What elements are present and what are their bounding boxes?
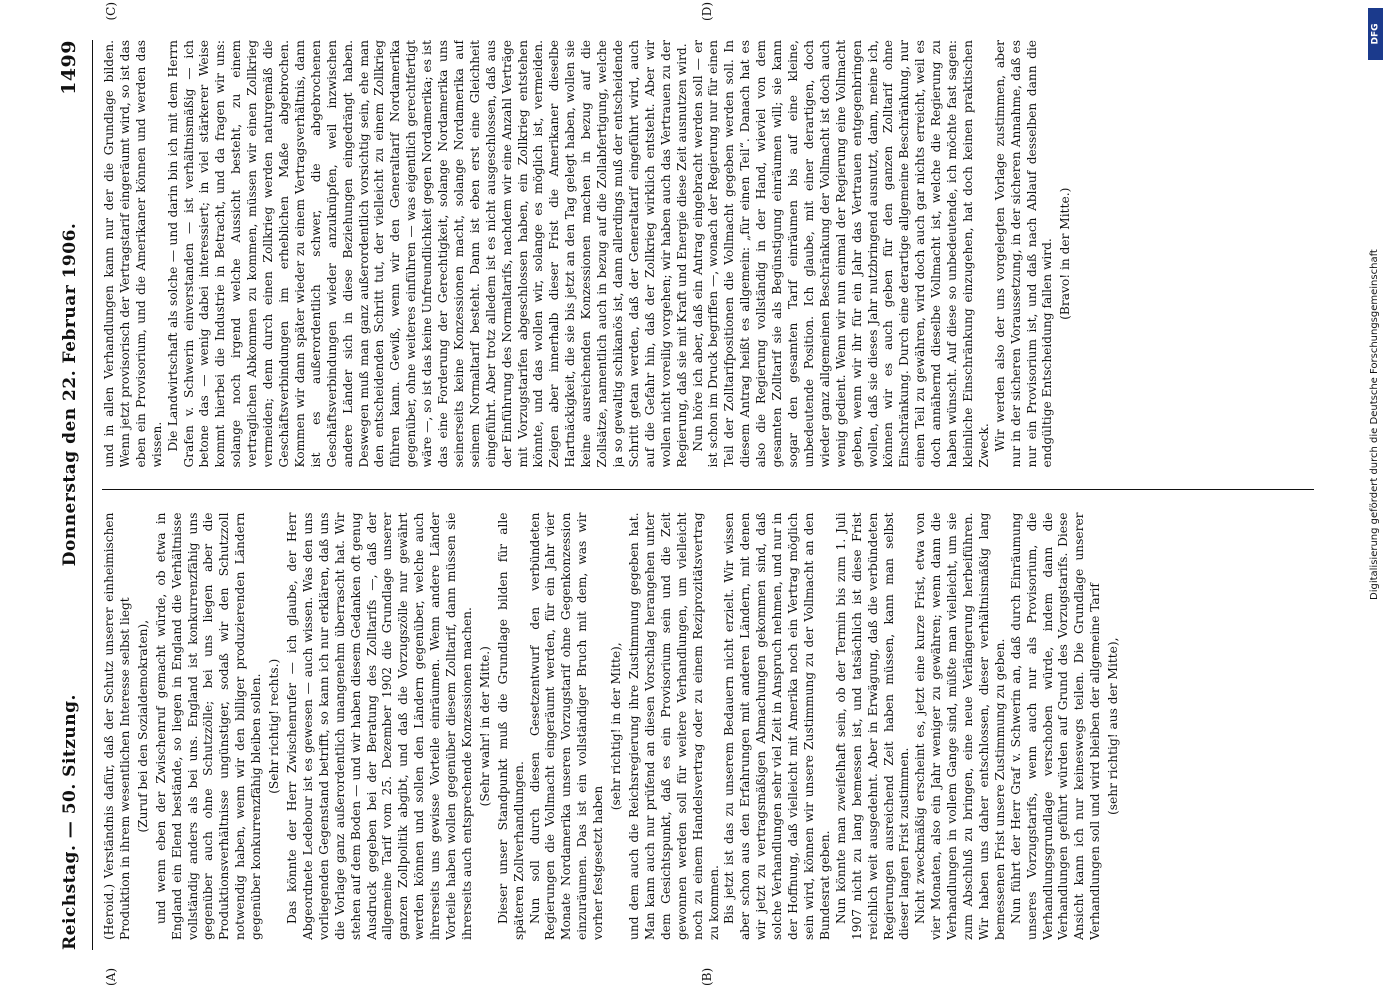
- paragraph: Das könnte der Herr Zwischenrufer — ich glaube, der Herr Abgeordnete Ledebour ist es gewesen — auch wissen. Was den uns vorliegenden Gegenstand betrifft, so kann ich nur erklären, daß uns die Vorlage ganz außerordentlich unangenehm überrascht hat. Wir stehen auf dem Boden — und wir haben diesem Gedanken oft genug Ausdruck gegeben bei der Beratung des Zolltarifs —, daß der allgemeine Tarif vom 25. Dezember 1902 die Grundlage unserer ganzen Zollpolitik abgibt, und daß die Vorzugszölle nur gewährt werden können und sollen den Ländern gegenüber, welche auch ihrerseits uns gewisse Vorteile einräumen. Wenn andere Länder Vorteile haben wollen gegenüber diesem Zolltarif, dann müssen sie ihrerseits auch entsprechende Konzessionen machen.: [284, 512, 474, 940]
- header-left: Reichstag. — 50. Sitzung.: [60, 694, 80, 950]
- dfg-logo-text: DFG: [1370, 23, 1381, 45]
- paragraph: Wir werden also der uns vorgelegten Vorlage zustimmen, aber nur in der sicheren Voraussetzung, in der sicheren Annahme, daß es nur ein Provisorium ist, und daß nach Ablauf desselben dann die endgültige Entscheidung fallen wird.: [992, 40, 1055, 468]
- interjection: (sehr richtig! aus der Mitte),: [1106, 637, 1121, 816]
- paragraph: Nun könnte man zweifelhaft sein, ob der Termin bis zum 1. Juli 1907 nicht zu lang bemessen ist, und tatsächlich ist diese Frist reichlich weit ausgedehnt. Aber in Erwägung, daß die verbündeten Regierungen ausreichend Zeit haben müssen, kann man selbst dieser langen Frist zustimmen.: [833, 512, 912, 940]
- margin-marker-a: (A): [104, 967, 118, 986]
- interjection: (sehr richtig! in der Mitte),: [609, 642, 624, 811]
- paragraph: (Heroid.) Verständnis dafür, daß der Schutz unserer einheimischen Produktion in ihrem wesentlichen Interesse selbst liegt: [102, 512, 132, 940]
- margin-marker-b: (B): [700, 967, 714, 986]
- interjection: (Bravo! in der Mitte.): [1058, 187, 1073, 320]
- header-rule: [92, 40, 93, 950]
- paragraph: und in allen Verhandlungen kann nur der die Grundlage bilden. Wenn jetzt provisorisch der Vertragstarif eingeräumt wird, so ist das eben ein Provisorium, und die Amerikaner können und werden das wissen.: [102, 40, 164, 468]
- text-columns: [102, 40, 1314, 940]
- paragraph: Nun führt der Herr Graf v. Schwerin an, daß durch Einräumung unseres Vorzugstarifs, wenn auch nur als Provisorium, die Verhandlungsgrundlage verschoben würde, indem dann die Verhandlungen geführt würden auf Grund des Vorzugstarifs. Diese Ansicht kann ich nur keineswegs teilen. Die Grundlage unserer Verhandlungen soll und wird bleiben der allgemeine Tarif: [1008, 512, 1103, 940]
- paragraph: Bis jetzt ist das zu unserem Bedauern nicht erzielt. Wir wissen aber schon aus den Erfahrungen mit anderen Ländern, mit denen wir jetzt zu vertragsmäßigen Abmachungen gekommen sind, daß solche Verhandlungen sehr viel Zeit in Anspruch nehmen, und nur in der Hoffnung, daß vielleicht mit Amerika noch ein Vertrag möglich sein wird, können wir unsere Zustimmung zu der Vollmacht an den Bundesrat geben.: [722, 512, 832, 940]
- digitization-credit: [1357, 0, 1383, 1000]
- interjection: (Sehr richtig! rechts.): [267, 658, 282, 794]
- paragraph: und wenn eben der Zwischenruf gemacht würde, ob etwa in England ein Elend bestände, so liegen in England die Verhältnisse vollständig anders als bei uns. England ist konkurrenzfähig uns gegenüber auch ohne Schutzzölle; bei uns liegen aber die Produktionsverhältnisse ungünstiger, sodaß wir den Schutzzoll notwendig haben, wenn wir den billiger produzierenden Ländern gegenüber konkurrenzfähig bleiben sollen.: [153, 512, 264, 940]
- paragraph: Nun soll durch diesen Gesetzentwurf den verbündeten Regierungen die Vollmacht eingeräumt werden, für ein Jahr vier Monate Nordamerika unseren Vorzugstarif ohne Gegenkonzession einzuräumen. Das ist ein vollständiger Bruch mit dem, was wir vorher festgesetzt haben: [527, 512, 606, 940]
- interjection: (Zuruf bei den Sozialdemokraten),: [135, 619, 150, 833]
- credit-text: Digitalisierung gefördert durch die Deutsche Forschungsgemeinschaft: [1369, 249, 1380, 600]
- header-date: Donnerstag den 22. Februar 1906.: [60, 222, 80, 567]
- paragraph: Dieser unser Standpunkt muß die Grundlage bilden für alle späteren Zollverhandlungen.: [495, 512, 526, 940]
- paragraph: Nun höre ich aber, daß ein Antrag eingebracht werden soll — er ist schon im Druck begriffen —, wonach der Regierung nur für einen Teil der Zolltarifpositionen die Vollmacht gegeben werden soll. In diesem Antrag heißt es allgemein: „für einen Teil“. Danach hat es also die Regierung vollständig in der Hand, wieviel von dem gesamten Zolltarif sie als Begünstigung einräumen will; sie kann sogar den gesamten Tarif einräumen bis auf eine kleine, unbedeutende Position. Ich glaube, mit einer derartigen, doch wieder ganz allgemeinen Beschränkung der Vollmacht ist doch auch wenig gedient. Wenn wir nun einmal der Regierung eine Vollmacht geben, wenn wir ihr für ein Jahr das Vertrauen entgegenbringen wollen, daß sie dieses Jahr nutzbringend ausnutzt, dann, meine ich, können wir es auch geben für den ganzen Zolltarif ohne Einschränkung. Durch eine derartige allgemeine Beschränkung, nur einen Teil zu gewähren, wird doch auch gar nichts erreicht, weil es doch annähernd dieselbe Vollmacht ist, welche die Regierung zu haben wünscht. Auf diese so unbedeutende, ich möchte fast sagen: kleinliche Einschränkung einzugehen, hat doch keinen praktischen Zweck.: [690, 40, 991, 468]
- column-right: [102, 40, 1314, 468]
- paragraph: und dem auch die Reichsregierung ihre Zustimmung gegeben hat. Man kann auch nur prüfend an diesen Vorschlag herangehen unter dem Gesichtspunkt, daß es ein Provisorium sein und die Zeit gewonnen werden soll für weitere Verhandlungen, um vielleicht noch zu einem Handelsvertrag oder zu einem Reziprozitätsvertrag zu kommen.: [627, 512, 721, 940]
- paragraph: Die Landwirtschaft als solche — und darin bin ich mit dem Herrn Grafen v. Schwerin einverstanden — ist verhältnismäßig — ich betone das — wenig dabei interessiert; in viel stärkerer Weise kommt hierbei die Industrie in Betracht, und da fragen wir uns: solange noch irgend welche Aussicht besteht, zu einem vertraglichen Abkommen zu kommen, müssen wir einen Zollkrieg vermeiden; denn durch einen Zollkrieg werden naturgemäß die Geschäftsverbindungen im erheblichen Maße abgebrochen. Kommen wir dann später wieder zu einem Vertragsverhältnis, dann ist es außerordentlich schwer, die abgebrochenen Geschäftsverbindungen wieder anzuknüpfen, weil inzwischen andere Länder sich in diese Beziehungen eingedrängt haben. Deswegen muß man ganz außerordentlich vorsichtig sein, ehe man den entscheidenden Schritt tut, der vielleicht zu einem Zollkrieg führen kann. Gewiß, wenn wir den Generaltarif Nordamerika gegenüber, ohne weiteres einführen — was eigentlich gerechtfertigt wäre —, so ist das keine Unfreundlichkeit gegen Nordamerika; es ist das eine Forderung der Gerechtigkeit, solange Nordamerika uns seinerseits keine Konzessionen macht, solange Nordamerika auf seinem Normaltarif besteht. Dann ist eben erst eine Gleichheit eingeführt. Aber trotz alledem ist es nicht ausgeschlossen, daß aus der Einführung des Normaltarifs, nachdem wir eine Anzahl Verträge mit Vorzugstarifen abgeschlossen haben, ein Zollkrieg entstehen könnte, und das wollen wir, solange es möglich ist, vermeiden. Zeigen aber innerhalb dieser Frist die Amerikaner dieselbe Hartnäckigkeit, die sie bis jetzt an den Tag gelegt haben, wollen sie keine ausreichenden Konzessionen machen in bezug auf die Zollsätze, namentlich auch in bezug auf die Zollabfertigung, welche ja so gewaltig schikanös ist, dann allerdings muß der entscheidende Schritt getan werden, daß der Generaltarif eingeführt wird, auch auf die Gefahr hin, daß der Zollkrieg wirklich entsteht. Aber wir wollen nicht voreilig vorgehen; wir haben auch das Vertrauen zu der Regierung, daß sie mit Kraft und Energie diese Zeit ausnutzen wird.: [165, 40, 689, 468]
- dfg-logo: [1368, 8, 1383, 60]
- column-left: [102, 513, 1314, 941]
- margin-marker-d: (D): [700, 2, 714, 21]
- running-head: [58, 40, 86, 950]
- column-divider: [102, 490, 1314, 491]
- margin-marker-c: (C): [104, 2, 118, 21]
- interjection: (Sehr wahr! in der Mitte.): [477, 646, 492, 807]
- paragraph: Nicht zweckmäßig erscheint es, jetzt eine kurze Frist, etwa von vier Monaten, also ein Jahr weniger zu gewähren; wenn dann die Verhandlungen in vollem Gange sind, müßte man vielleicht, um sie zum Abschluß zu bringen, eine neue Verlängerung herbeiführen. Wir haben uns daher entschlossen, dieser verhältnismäßig lang bemessenen Frist unsere Zustimmung zu geben.: [913, 512, 1007, 940]
- page-number: 1499: [58, 40, 80, 95]
